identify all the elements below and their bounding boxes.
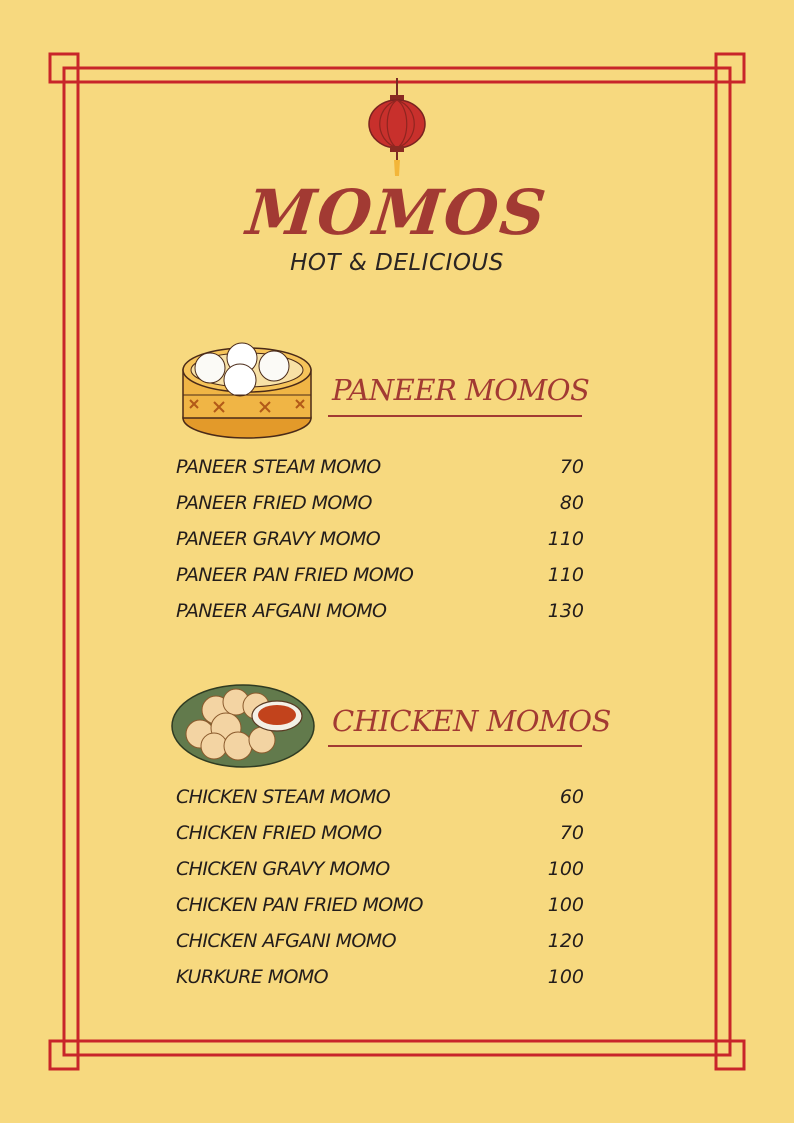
list-item [176,858,584,894]
item-price: 100 [547,894,584,916]
list-item [176,492,584,528]
item-price: 130 [547,600,584,622]
list-item [176,786,584,822]
item-price: 70 [559,456,584,478]
item-list-paneer [176,456,584,636]
section-heading-paneer: PANEER MOMOS [332,373,590,407]
item-name: PANEER FRIED MOMO [176,492,372,514]
item-name: CHICKEN GRAVY MOMO [176,858,390,880]
item-name: CHICKEN FRIED MOMO [176,822,382,844]
list-item [176,456,584,492]
item-price: 110 [547,564,584,586]
list-item [176,966,584,1002]
item-name: CHICKEN STEAM MOMO [176,786,391,808]
section-heading-chicken: CHICKEN MOMOS [332,704,611,738]
item-price: 100 [547,858,584,880]
item-price: 110 [547,528,584,550]
item-name: CHICKEN AFGANI MOMO [176,930,396,952]
momo-plate-icon [170,680,316,770]
list-item [176,564,584,600]
item-name: PANEER STEAM MOMO [176,456,381,478]
list-item [176,930,584,966]
menu-subtitle: HOT & DELICIOUS [290,250,504,276]
steamer-basket-icon [178,340,316,442]
paper-lantern-icon [364,78,430,182]
list-item [176,822,584,858]
section-underline [328,415,582,417]
menu-title: MOMOS [243,176,551,249]
item-name: CHICKEN PAN FRIED MOMO [176,894,423,916]
item-name: PANEER PAN FRIED MOMO [176,564,414,586]
item-price: 60 [559,786,584,808]
list-item [176,894,584,930]
list-item [176,528,584,564]
item-price: 120 [547,930,584,952]
item-name: PANEER GRAVY MOMO [176,528,381,550]
item-price: 100 [547,966,584,988]
item-name: KURKURE MOMO [176,966,329,988]
item-name: PANEER AFGANI MOMO [176,600,387,622]
item-price: 80 [559,492,584,514]
section-underline [328,745,582,747]
item-list-chicken [176,786,584,1002]
item-price: 70 [559,822,584,844]
list-item [176,600,584,636]
